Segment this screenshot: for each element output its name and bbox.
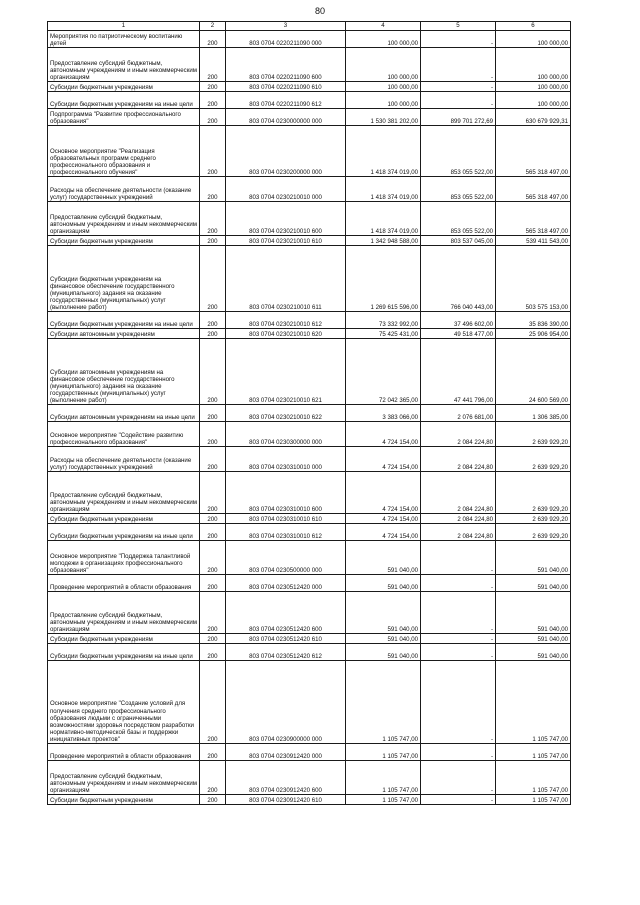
table-row (48, 575, 571, 592)
row-remaining-cell: 565 318 497,00 (496, 126, 571, 177)
row-remaining-cell: 503 575 153,00 (496, 246, 571, 312)
row-code-cell: 200 (200, 329, 226, 339)
row-remaining-cell: 1 105 747,00 (496, 744, 571, 761)
row-remaining-cell: 539 411 543,00 (496, 236, 571, 246)
row-approved-cell: 100 000,00 (346, 92, 421, 109)
budget-table (47, 21, 571, 805)
header-col-4: 4 (346, 22, 421, 31)
row-name-cell: Расходы на обеспечение деятельности (оказание услуг) государственных учреждений (48, 177, 200, 202)
row-remaining-cell: 591 040,00 (496, 592, 571, 634)
row-approved-cell: 100 000,00 (346, 31, 421, 48)
row-classifier-cell: 803 0704 0230310010 610 (226, 514, 346, 524)
table-row (48, 48, 571, 82)
row-name-cell: Субсидии бюджетным учреждениям (48, 795, 200, 805)
row-code-cell: 200 (200, 541, 226, 575)
row-approved-cell: 72 042 365,00 (346, 339, 421, 405)
row-approved-cell: 1 105 747,00 (346, 744, 421, 761)
row-approved-cell: 1 269 615 596,00 (346, 246, 421, 312)
row-remaining-cell: 591 040,00 (496, 644, 571, 661)
row-classifier-cell: 803 0704 0230210010 600 (226, 202, 346, 236)
row-code-cell: 200 (200, 592, 226, 634)
row-approved-cell: 591 040,00 (346, 634, 421, 644)
row-executed-cell: - (421, 31, 496, 48)
row-remaining-cell: 100 000,00 (496, 48, 571, 82)
row-classifier-cell: 803 0704 0230512420 000 (226, 575, 346, 592)
row-classifier-cell: 803 0704 0230210010 610 (226, 236, 346, 246)
row-executed-cell: 853 055 522,00 (421, 126, 496, 177)
row-approved-cell: 100 000,00 (346, 48, 421, 82)
row-name-cell: Субсидии автономным учреждениям на финансовое обеспечение государственного (муниципального) задания на оказание государственных (муниципальных) услуг (выполнение работ) (48, 339, 200, 405)
row-code-cell: 200 (200, 339, 226, 405)
table-row (48, 644, 571, 661)
row-executed-cell: 49 518 477,00 (421, 329, 496, 339)
row-code-cell: 200 (200, 202, 226, 236)
row-remaining-cell: 591 040,00 (496, 575, 571, 592)
row-remaining-cell: 100 000,00 (496, 92, 571, 109)
row-executed-cell: - (421, 541, 496, 575)
table-row (48, 236, 571, 246)
row-approved-cell: 4 724 154,00 (346, 447, 421, 472)
row-name-cell: Субсидии бюджетным учреждениям (48, 634, 200, 644)
row-approved-cell: 1 105 747,00 (346, 795, 421, 805)
row-name-cell: Подпрограмма "Развитие профессионального образования" (48, 109, 200, 126)
row-approved-cell: 3 383 066,00 (346, 405, 421, 422)
row-classifier-cell: 803 0704 0230900000 000 (226, 661, 346, 744)
row-name-cell: Предоставление субсидий бюджетным, автономным учреждениям и иным некоммерческим организациям (48, 202, 200, 236)
header-col-6: 6 (496, 22, 571, 31)
row-remaining-cell: 630 679 929,31 (496, 109, 571, 126)
row-remaining-cell: 2 639 929,20 (496, 524, 571, 541)
row-classifier-cell: 803 0704 0220211090 610 (226, 82, 346, 92)
row-name-cell: Субсидии бюджетным учреждениям на финансовое обеспечение государственного (муниципального) задания на оказание государственных (муниципальных) услуг (выполнение работ) (48, 246, 200, 312)
row-executed-cell: - (421, 48, 496, 82)
row-remaining-cell: 1 306 385,00 (496, 405, 571, 422)
row-executed-cell: - (421, 634, 496, 644)
table-row (48, 447, 571, 472)
table-row (48, 514, 571, 524)
row-classifier-cell: 803 0704 0230210010 621 (226, 339, 346, 405)
row-classifier-cell: 803 0704 0230500000 000 (226, 541, 346, 575)
row-executed-cell: 2 084 224,80 (421, 472, 496, 514)
row-classifier-cell: 803 0704 0230000000 000 (226, 109, 346, 126)
row-remaining-cell: 100 000,00 (496, 31, 571, 48)
row-code-cell: 200 (200, 447, 226, 472)
row-classifier-cell: 803 0704 0230310010 600 (226, 472, 346, 514)
table-row (48, 744, 571, 761)
row-remaining-cell: 24 600 569,00 (496, 339, 571, 405)
row-approved-cell: 1 418 374 019,00 (346, 177, 421, 202)
header-col-1: 1 (48, 22, 200, 31)
row-executed-cell: 2 084 224,80 (421, 422, 496, 447)
row-code-cell: 200 (200, 246, 226, 312)
row-classifier-cell: 803 0704 0230512420 600 (226, 592, 346, 634)
table-row (48, 405, 571, 422)
table-row (48, 795, 571, 805)
row-remaining-cell: 2 639 929,20 (496, 514, 571, 524)
row-classifier-cell: 803 0704 0230210010 622 (226, 405, 346, 422)
table-row (48, 634, 571, 644)
row-code-cell: 200 (200, 109, 226, 126)
row-executed-cell: 853 055 522,00 (421, 202, 496, 236)
row-approved-cell: 73 332 992,00 (346, 312, 421, 329)
table-row (48, 82, 571, 92)
row-name-cell: Субсидии бюджетным учреждениям (48, 514, 200, 524)
table-row (48, 202, 571, 236)
row-classifier-cell: 803 0704 0230912420 610 (226, 795, 346, 805)
table-row (48, 422, 571, 447)
row-name-cell: Субсидии бюджетным учреждениям на иные цели (48, 92, 200, 109)
row-executed-cell: - (421, 575, 496, 592)
table-row (48, 339, 571, 405)
table-row (48, 246, 571, 312)
row-classifier-cell: 803 0704 0220211090 600 (226, 48, 346, 82)
row-approved-cell: 1 342 948 588,00 (346, 236, 421, 246)
row-name-cell: Субсидии бюджетным учреждениям (48, 82, 200, 92)
table-row (48, 592, 571, 634)
row-approved-cell: 591 040,00 (346, 575, 421, 592)
row-remaining-cell: 2 639 929,20 (496, 472, 571, 514)
row-remaining-cell: 1 105 747,00 (496, 661, 571, 744)
row-code-cell: 200 (200, 312, 226, 329)
row-name-cell: Субсидии автономным учреждениям (48, 329, 200, 339)
row-name-cell: Предоставление субсидий бюджетным, автономным учреждениям и иным некоммерческим организациям (48, 761, 200, 795)
row-name-cell: Основное мероприятие "Реализация образовательных программ среднего профессионального образования и профессионального обучения" (48, 126, 200, 177)
row-executed-cell: - (421, 644, 496, 661)
row-approved-cell: 4 724 154,00 (346, 472, 421, 514)
row-executed-cell: - (421, 592, 496, 634)
row-remaining-cell: 591 040,00 (496, 541, 571, 575)
row-remaining-cell: 565 318 497,00 (496, 177, 571, 202)
row-executed-cell: - (421, 795, 496, 805)
table-row (48, 761, 571, 795)
row-approved-cell: 1 418 374 019,00 (346, 202, 421, 236)
row-code-cell: 200 (200, 744, 226, 761)
row-name-cell: Проведение мероприятий в области образования (48, 575, 200, 592)
row-name-cell: Основное мероприятие "Поддержка талантливой молодежи в организациях профессионального образования" (48, 541, 200, 575)
row-name-cell: Мероприятия по патриотическому воспитанию детей (48, 31, 200, 48)
row-classifier-cell: 803 0704 0230210010 612 (226, 312, 346, 329)
table-row (48, 92, 571, 109)
row-code-cell: 200 (200, 31, 226, 48)
table-row (48, 31, 571, 48)
row-executed-cell: - (421, 92, 496, 109)
row-code-cell: 200 (200, 422, 226, 447)
row-code-cell: 200 (200, 644, 226, 661)
row-code-cell: 200 (200, 524, 226, 541)
row-remaining-cell: 1 105 747,00 (496, 761, 571, 795)
table-row (48, 541, 571, 575)
table-row (48, 109, 571, 126)
table-row (48, 126, 571, 177)
row-remaining-cell: 100 000,00 (496, 82, 571, 92)
row-code-cell: 200 (200, 177, 226, 202)
row-executed-cell: 2 076 681,00 (421, 405, 496, 422)
row-code-cell: 200 (200, 514, 226, 524)
row-code-cell: 200 (200, 661, 226, 744)
row-executed-cell: 803 537 045,00 (421, 236, 496, 246)
row-name-cell: Основное мероприятие "Создание условий для получения среднего профессионального образования людьми с ограниченными возможностями здоровья посредством разработки нормативно-методической базы и поддержки инициативных проектов" (48, 661, 200, 744)
table-row (48, 661, 571, 744)
row-classifier-cell: 803 0704 0230310010 000 (226, 447, 346, 472)
row-executed-cell: - (421, 661, 496, 744)
row-remaining-cell: 35 836 390,00 (496, 312, 571, 329)
row-remaining-cell: 1 105 747,00 (496, 795, 571, 805)
row-approved-cell: 591 040,00 (346, 592, 421, 634)
row-executed-cell: - (421, 744, 496, 761)
row-code-cell: 200 (200, 575, 226, 592)
row-name-cell: Субсидии автономным учреждениям на иные цели (48, 405, 200, 422)
row-remaining-cell: 2 639 929,20 (496, 422, 571, 447)
header-col-3: 3 (226, 22, 346, 31)
table-row (48, 329, 571, 339)
row-classifier-cell: 803 0704 0230210010 611 (226, 246, 346, 312)
row-classifier-cell: 803 0704 0230912420 600 (226, 761, 346, 795)
row-name-cell: Основное мероприятие "Содействие развитию профессионального образования" (48, 422, 200, 447)
row-executed-cell: 2 084 224,80 (421, 447, 496, 472)
row-name-cell: Предоставление субсидий бюджетным, автономным учреждениям и иным некоммерческим организациям (48, 592, 200, 634)
row-executed-cell: 853 055 522,00 (421, 177, 496, 202)
row-executed-cell: 47 441 796,00 (421, 339, 496, 405)
row-classifier-cell: 803 0704 0230210010 620 (226, 329, 346, 339)
row-remaining-cell: 2 639 929,20 (496, 447, 571, 472)
row-classifier-cell: 803 0704 0230310010 612 (226, 524, 346, 541)
row-code-cell: 200 (200, 634, 226, 644)
row-remaining-cell: 565 318 497,00 (496, 202, 571, 236)
row-approved-cell: 75 425 431,00 (346, 329, 421, 339)
row-code-cell: 200 (200, 48, 226, 82)
row-executed-cell: 899 701 272,69 (421, 109, 496, 126)
header-col-5: 5 (421, 22, 496, 31)
row-classifier-cell: 803 0704 0230912420 000 (226, 744, 346, 761)
row-code-cell: 200 (200, 126, 226, 177)
row-name-cell: Субсидии бюджетным учреждениям на иные цели (48, 644, 200, 661)
row-classifier-cell: 803 0704 0230210010 000 (226, 177, 346, 202)
row-executed-cell: - (421, 82, 496, 92)
row-approved-cell: 591 040,00 (346, 644, 421, 661)
row-name-cell: Предоставление субсидий бюджетным, автономным учреждениям и иным некоммерческим организациям (48, 472, 200, 514)
row-remaining-cell: 25 906 954,00 (496, 329, 571, 339)
row-classifier-cell: 803 0704 0230200000 000 (226, 126, 346, 177)
table-row (48, 472, 571, 514)
row-executed-cell: 2 084 224,80 (421, 514, 496, 524)
row-classifier-cell: 803 0704 0230300000 000 (226, 422, 346, 447)
row-code-cell: 200 (200, 472, 226, 514)
row-executed-cell: 766 040 443,00 (421, 246, 496, 312)
budget-table-body (48, 22, 571, 805)
page-number: 80 (314, 6, 325, 16)
row-approved-cell: 4 724 154,00 (346, 514, 421, 524)
table-header-row (48, 22, 571, 31)
row-approved-cell: 591 040,00 (346, 541, 421, 575)
row-remaining-cell: 591 040,00 (496, 634, 571, 644)
row-classifier-cell: 803 0704 0220211090 612 (226, 92, 346, 109)
row-classifier-cell: 803 0704 0220211090 000 (226, 31, 346, 48)
row-classifier-cell: 803 0704 0230512420 610 (226, 634, 346, 644)
row-name-cell: Проведение мероприятий в области образования (48, 744, 200, 761)
row-approved-cell: 4 724 154,00 (346, 422, 421, 447)
row-code-cell: 200 (200, 236, 226, 246)
row-approved-cell: 1 418 374 019,00 (346, 126, 421, 177)
row-code-cell: 200 (200, 82, 226, 92)
table-row (48, 524, 571, 541)
row-executed-cell: 37 496 602,00 (421, 312, 496, 329)
row-approved-cell: 100 000,00 (346, 82, 421, 92)
row-name-cell: Субсидии бюджетным учреждениям на иные цели (48, 312, 200, 329)
row-name-cell: Субсидии бюджетным учреждениям на иные цели (48, 524, 200, 541)
row-executed-cell: - (421, 761, 496, 795)
row-code-cell: 200 (200, 405, 226, 422)
row-classifier-cell: 803 0704 0230512420 612 (226, 644, 346, 661)
row-name-cell: Субсидии бюджетным учреждениям (48, 236, 200, 246)
row-name-cell: Предоставление субсидий бюджетным, автономным учреждениям и иным некоммерческим организациям (48, 48, 200, 82)
row-approved-cell: 1 105 747,00 (346, 761, 421, 795)
row-code-cell: 200 (200, 92, 226, 109)
row-approved-cell: 1 105 747,00 (346, 661, 421, 744)
table-row (48, 177, 571, 202)
row-code-cell: 200 (200, 761, 226, 795)
table-row (48, 312, 571, 329)
row-approved-cell: 4 724 154,00 (346, 524, 421, 541)
row-code-cell: 200 (200, 795, 226, 805)
row-executed-cell: 2 084 224,80 (421, 524, 496, 541)
header-col-2: 2 (200, 22, 226, 31)
row-approved-cell: 1 530 381 202,00 (346, 109, 421, 126)
row-name-cell: Расходы на обеспечение деятельности (оказание услуг) государственных учреждений (48, 447, 200, 472)
